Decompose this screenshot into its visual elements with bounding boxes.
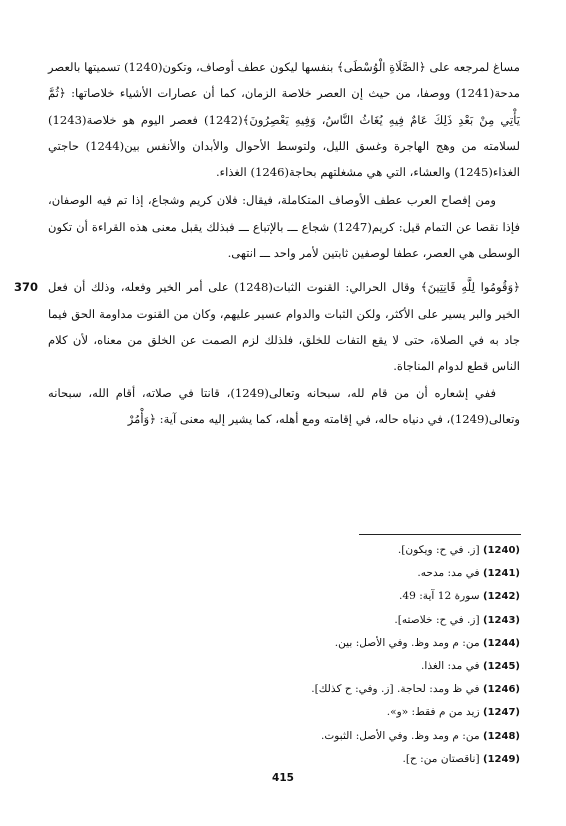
footnote-text: [ز. في ح: ويكون]. [397, 544, 480, 556]
footnote-text: في ظ ومد: لحاجة. [ز. وفي: ح كذلك]. [311, 683, 480, 696]
footnote-text: [ز. في ح: خلاصته]. [394, 613, 480, 626]
page-number: 415 [272, 772, 294, 784]
footnote [48, 748, 520, 771]
footnote [48, 539, 520, 562]
footnotes [48, 539, 520, 771]
footnote-text: زيد من م فقط: «و». [386, 706, 480, 719]
footnote [48, 701, 520, 724]
footnote [48, 609, 520, 632]
section-number: 370 [14, 280, 39, 295]
footnote [48, 655, 520, 678]
footnote-text: [ناقصتان من: ح]. [402, 752, 480, 765]
footnote [48, 725, 520, 748]
footnote-number: (1241) [483, 568, 520, 580]
footnote [48, 585, 520, 608]
footnote [48, 678, 520, 701]
footnote [48, 632, 520, 655]
footnote-number: (1245) [483, 661, 520, 673]
footnote-text: من: م ومد وظ. وفي الأصل: الثبوت. [320, 729, 480, 742]
footnote-number: (1248) [483, 730, 520, 742]
main-text [14, 54, 520, 432]
paragraph-3: ﴿وَقُومُوا لِلَّهِ قَانِتِينَ﴾ وقال الحرالي: القنوت الثبات(1248) على أمر الخير وفعله، وذلك أن فعل الخير والبر يسير على الأكثر، ولكن الثبات والدوام عسير عليهم، وكان من القنوت مداومة الحق فيما جاد به في الصلاة، حتى لا يقع التفات للخلق، فلذلك لزم الصمت عن الخلق من معناه، لأن كلام الناس قطع لدوام المناجاة. [48, 280, 520, 374]
footnote-number: (1240) [483, 545, 520, 556]
footnote-number: (1244) [483, 637, 520, 649]
footnote-number: (1249) [483, 753, 520, 765]
paragraph-1: مساغ لمرجعه على ﴿الصَّلَاةِ الْوُسْطَى﴾ بنفسها ليكون عطف أوصاف، وتكون(1240) تسميتها بالعصر مدحة(1241) ووصفا، من حيث إن العصر خلاصة الزمان، كما أن عصارات الأشياء خلاصاتها: ﴿ثُمَّ يَأْتِي مِنْ بَعْدِ ذَلِكَ عَامٌ فِيهِ يُغَاثُ النَّاسُ، وَفِيهِ يَعْصِرُونَ﴾(1242) فعصر اليوم هو خلاصة(1243) لسلامته من وهج الهاجرة وغسق الليل، ولتوسط الأحوال والأبدان والأنفس بين(1244) حاجتي الغذاء(1245) والعشاء، التي هي مشغلتهم بحاجة(1246) الغذاء. [48, 60, 520, 180]
section-370 [14, 274, 520, 379]
footnote [48, 562, 520, 585]
footnote-divider [359, 534, 521, 535]
footnote-number: (1242) [483, 591, 520, 603]
footnote-text: سورة 12 آية: 49. [399, 590, 480, 603]
footnote-text: في مد: الغذا. [421, 660, 480, 673]
footnote-text: من: م ومد وظ. وفي الأصل: بين. [334, 636, 480, 649]
footnote-number: (1247) [483, 707, 520, 719]
footnote-number: (1246) [483, 684, 520, 696]
paragraph-4: ففي إشعاره أن من قام لله، سبحانه وتعالى(1249)، قانتا في صلاته، أقام الله، سبحانه وتعالى(1249)، في دنياه حاله، في إقامته ومع أهله، كما يشير إليه معنى آية: ﴿وَأْمُرْ [48, 385, 520, 426]
paragraph-2: ومن إفصاح العرب عطف الأوصاف المتكاملة، فيقال: فلان كريم وشجاع، إذا تم فيه الوصفان، فإذا نقصا عن التمام قيل: كريم(1247) شجاع ـــ بالإتباع ـــ فبذلك يقبل معنى هذه القراءة أن تكون الوسطى هي العصر، عطفا لوصفين ثابتين لأمر واحد ـــ انتهى. [48, 193, 520, 261]
footnote-number: (1243) [483, 614, 520, 626]
footnote-text: في مد: مدحه. [417, 567, 480, 580]
